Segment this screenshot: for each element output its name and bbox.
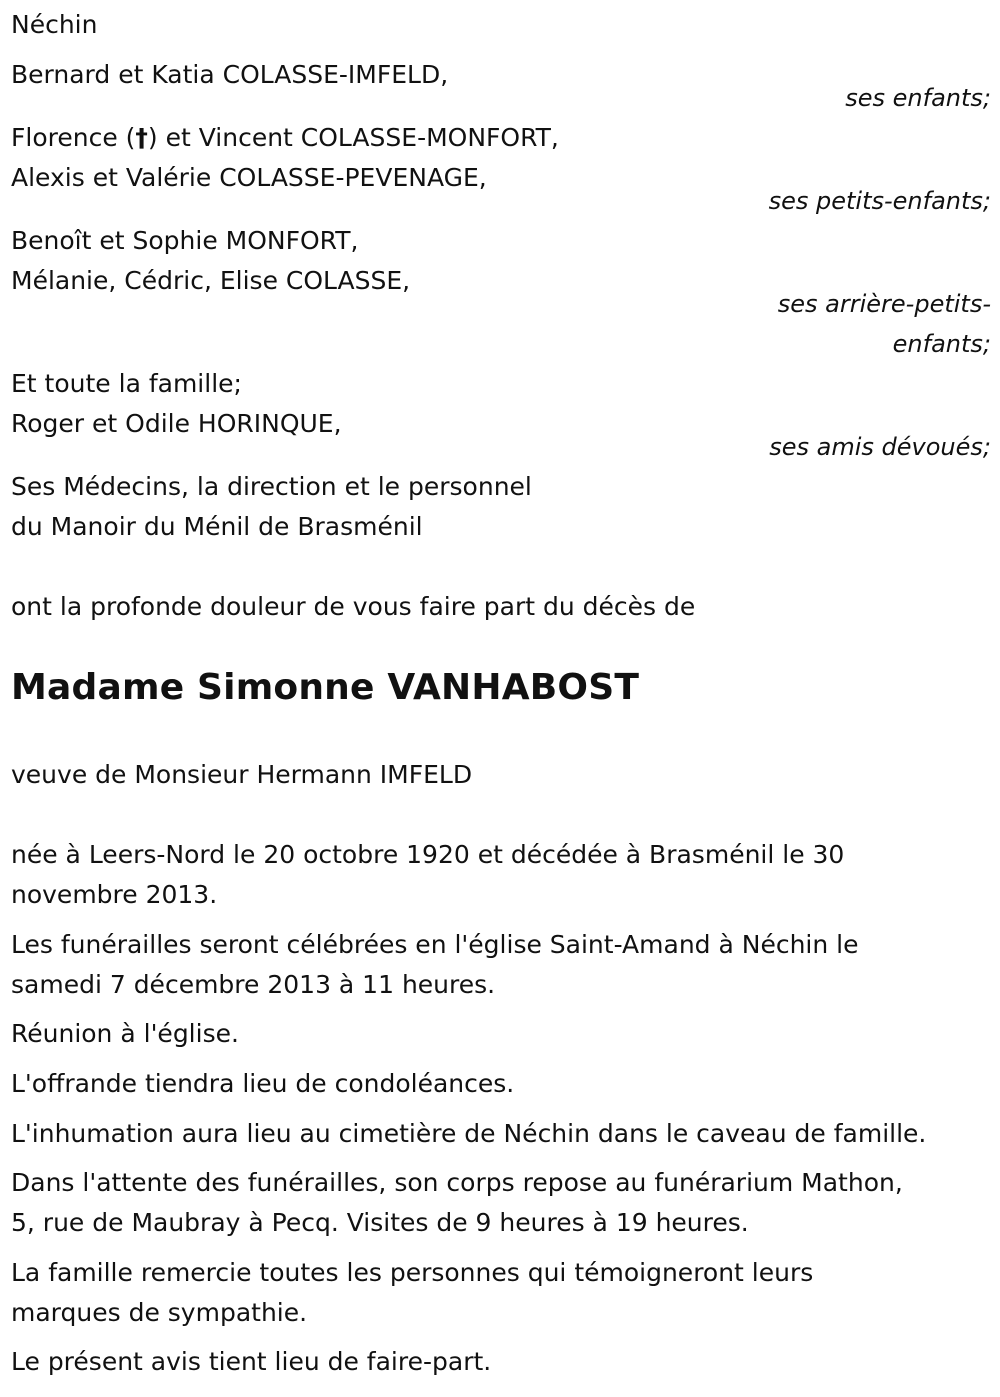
widow-of: veuve de Monsieur Hermann IMFELD xyxy=(11,760,473,789)
carers-line2: du Manoir du Ménil de Brasménil xyxy=(11,512,423,541)
place-name: Néchin xyxy=(11,10,98,39)
great-grandchildren-relation-line1: ses arrière-petits- xyxy=(777,290,991,318)
children-relation: ses enfants; xyxy=(845,84,991,112)
deceased-name: Madame Simonne VANHABOST xyxy=(11,667,640,708)
grandchildren-names-line2: Alexis et Valérie COLASSE-PEVENAGE, xyxy=(11,163,487,192)
grandchildren-relation: ses petits-enfants; xyxy=(768,187,991,215)
closing-note: Le présent avis tient lieu de faire-part. xyxy=(11,1347,492,1376)
carers-line1: Ses Médecins, la direction et le personnel xyxy=(11,472,532,501)
great-grandchildren-names-line1: Benoît et Sophie MONFORT, xyxy=(11,226,359,255)
friends-names: Roger et Odile HORINQUE, xyxy=(11,409,342,438)
burial-info: L'inhumation aura lieu au cimetière de Néchin dans le caveau de famille. xyxy=(11,1119,927,1148)
deceased-cross-icon: † xyxy=(135,123,148,152)
grandchildren-text-b: ) et Vincent COLASSE-MONFORT, xyxy=(147,123,559,152)
funeral-line2: samedi 7 décembre 2013 à 11 heures. xyxy=(11,970,496,999)
whole-family: Et toute la famille; xyxy=(11,369,242,398)
meeting-info: Réunion à l'église. xyxy=(11,1019,239,1048)
viewing-line1: Dans l'attente des funérailles, son corps repose au funérarium Mathon, xyxy=(11,1168,903,1197)
offering-info: L'offrande tiendra lieu de condoléances. xyxy=(11,1069,515,1098)
grandchildren-text-a: Florence ( xyxy=(11,123,136,152)
announcement: ont la profonde douleur de vous faire part du décès de xyxy=(11,592,696,621)
birth-death-line1: née à Leers-Nord le 20 octobre 1920 et décédée à Brasménil le 30 xyxy=(11,840,845,869)
thanks-line1: La famille remercie toutes les personnes qui témoigneront leurs xyxy=(11,1258,814,1287)
friends-relation: ses amis dévoués; xyxy=(769,433,991,461)
great-grandchildren-relation-line2: enfants; xyxy=(892,330,991,358)
thanks-line2: marques de sympathie. xyxy=(11,1298,308,1327)
children-names: Bernard et Katia COLASSE-IMFELD, xyxy=(11,60,449,89)
grandchildren-names-line1 xyxy=(11,118,559,158)
funeral-line1: Les funérailles seront célébrées en l'église Saint-Amand à Néchin le xyxy=(11,930,859,959)
birth-death-line2: novembre 2013. xyxy=(11,880,218,909)
viewing-line2: 5, rue de Maubray à Pecq. Visites de 9 heures à 19 heures. xyxy=(11,1208,749,1237)
great-grandchildren-names-line2: Mélanie, Cédric, Elise COLASSE, xyxy=(11,266,411,295)
